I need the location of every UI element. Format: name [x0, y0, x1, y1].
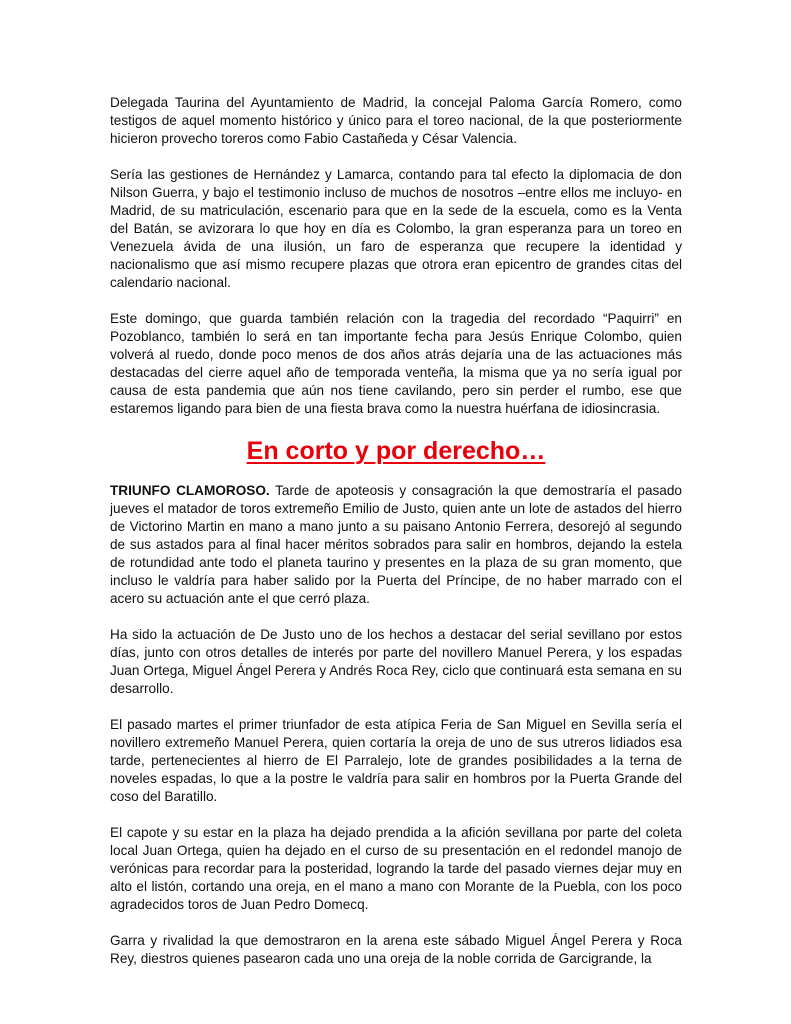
body-paragraph-1: Ha sido la actuación de De Justo uno de los hechos a destacar del serial sevillano por estos días, junto con otros detalles de interés por parte del novillero Manuel Perera, y los espadas Juan Ortega, Miguel Ángel Perera y Andrés Roca Rey, ciclo que continuará esta semana en su desarrollo. [110, 627, 682, 696]
body-paragraph-2: El pasado martes el primer triunfador de esta atípica Feria de San Miguel en Sevilla sería el novillero extremeño Manuel Perera, quien cortaría la oreja de uno de sus utreros lidiados esa tarde, pertenecientes al hierro de El Parralejo, lote de grandes posibilidades a la terna de noveles espadas, lo que a la postre le valdría para salir en hombros por la Puerta Grande del coso del Baratillo. [110, 717, 682, 804]
document-page [110, 94, 682, 986]
lead-paragraph [110, 482, 682, 608]
lead-text: Tarde de apoteosis y consagración la que demostraría el pasado jueves el matador de toros extremeño Emilio de Justo, quien ante un lote de astados del hierro de Victorino Martin en mano a mano junto a su paisano Antonio Ferrera, desorejó al segundo de sus astados para al final hacer méritos sobrados para salir en hombros, dejando la estela de rotundidad ante todo el planeta taurino y presentes en la plaza de su gran momento, que incluso le valdría para haber salido por la Puerta del Príncipe, de no haber marrado con el acero su actuación ante el que cerró plaza. [110, 483, 682, 606]
intro-paragraph-2: Sería las gestiones de Hernández y Lamarca, contando para tal efecto la diplomacia de don Nilson Guerra, y bajo el testimonio incluso de muchos de nosotros –entre ellos me incluyo- en Madrid, de su matriculación, escenario para que en la sede de la escuela, como es la Venta del Batán, se avizorara lo que hoy en día es Colombo, la gran esperanza para un toreo en Venezuela ávida de una ilusión, un faro de esperanza que recupere la identidad y nacionalismo que así mismo recupere plazas que otrora eran epicentro de grandes citas del calendario nacional. [110, 167, 682, 290]
section-title: En corto y por derecho… [246, 437, 546, 465]
intro-paragraph-1: Delegada Taurina del Ayuntamiento de Madrid, la concejal Paloma García Romero, como testigos de aquel momento histórico y único para el toreo nacional, de la que posteriormente hicieron provecho toreros como Fabio Castañeda y César Valencia. [110, 95, 682, 146]
body-paragraph-3: El capote y su estar en la plaza ha dejado prendida a la afición sevillana por parte del coleta local Juan Ortega, quien ha dejado en el curso de su presentación en el redondel manojo de verónicas para recordar para la posteridad, logrando la tarde del pasado viernes dejar muy en alto el listón, cortando una oreja, en el mano a mano con Morante de la Puebla, con los poco agradecidos toros de Juan Pedro Domecq. [110, 825, 682, 912]
lead-label: TRIUNFO CLAMOROSO. [110, 483, 270, 498]
intro-paragraph-3: Este domingo, que guarda también relación con la tragedia del recordado “Paquirri” en Pozoblanco, también lo será en tan importante fecha para Jesús Enrique Colombo, quien volverá al ruedo, donde poco menos de dos años atrás dejaría una de las actuaciones más destacadas del cierre aquel año de temporada venteña, la misma que ya no sería igual por causa de esta pandemia que aún nos tiene cavilando, pero sin perder el rumbo, ese que estaremos ligando para bien de una fiesta brava como la nuestra huérfana de idiosincrasia. [110, 311, 682, 416]
body-paragraph-4: Garra y rivalidad la que demostraron en la arena este sábado Miguel Ángel Perera y Roca Rey, diestros quienes pasearon cada uno una oreja de la noble corrida de Garcigrande, la [110, 933, 682, 966]
